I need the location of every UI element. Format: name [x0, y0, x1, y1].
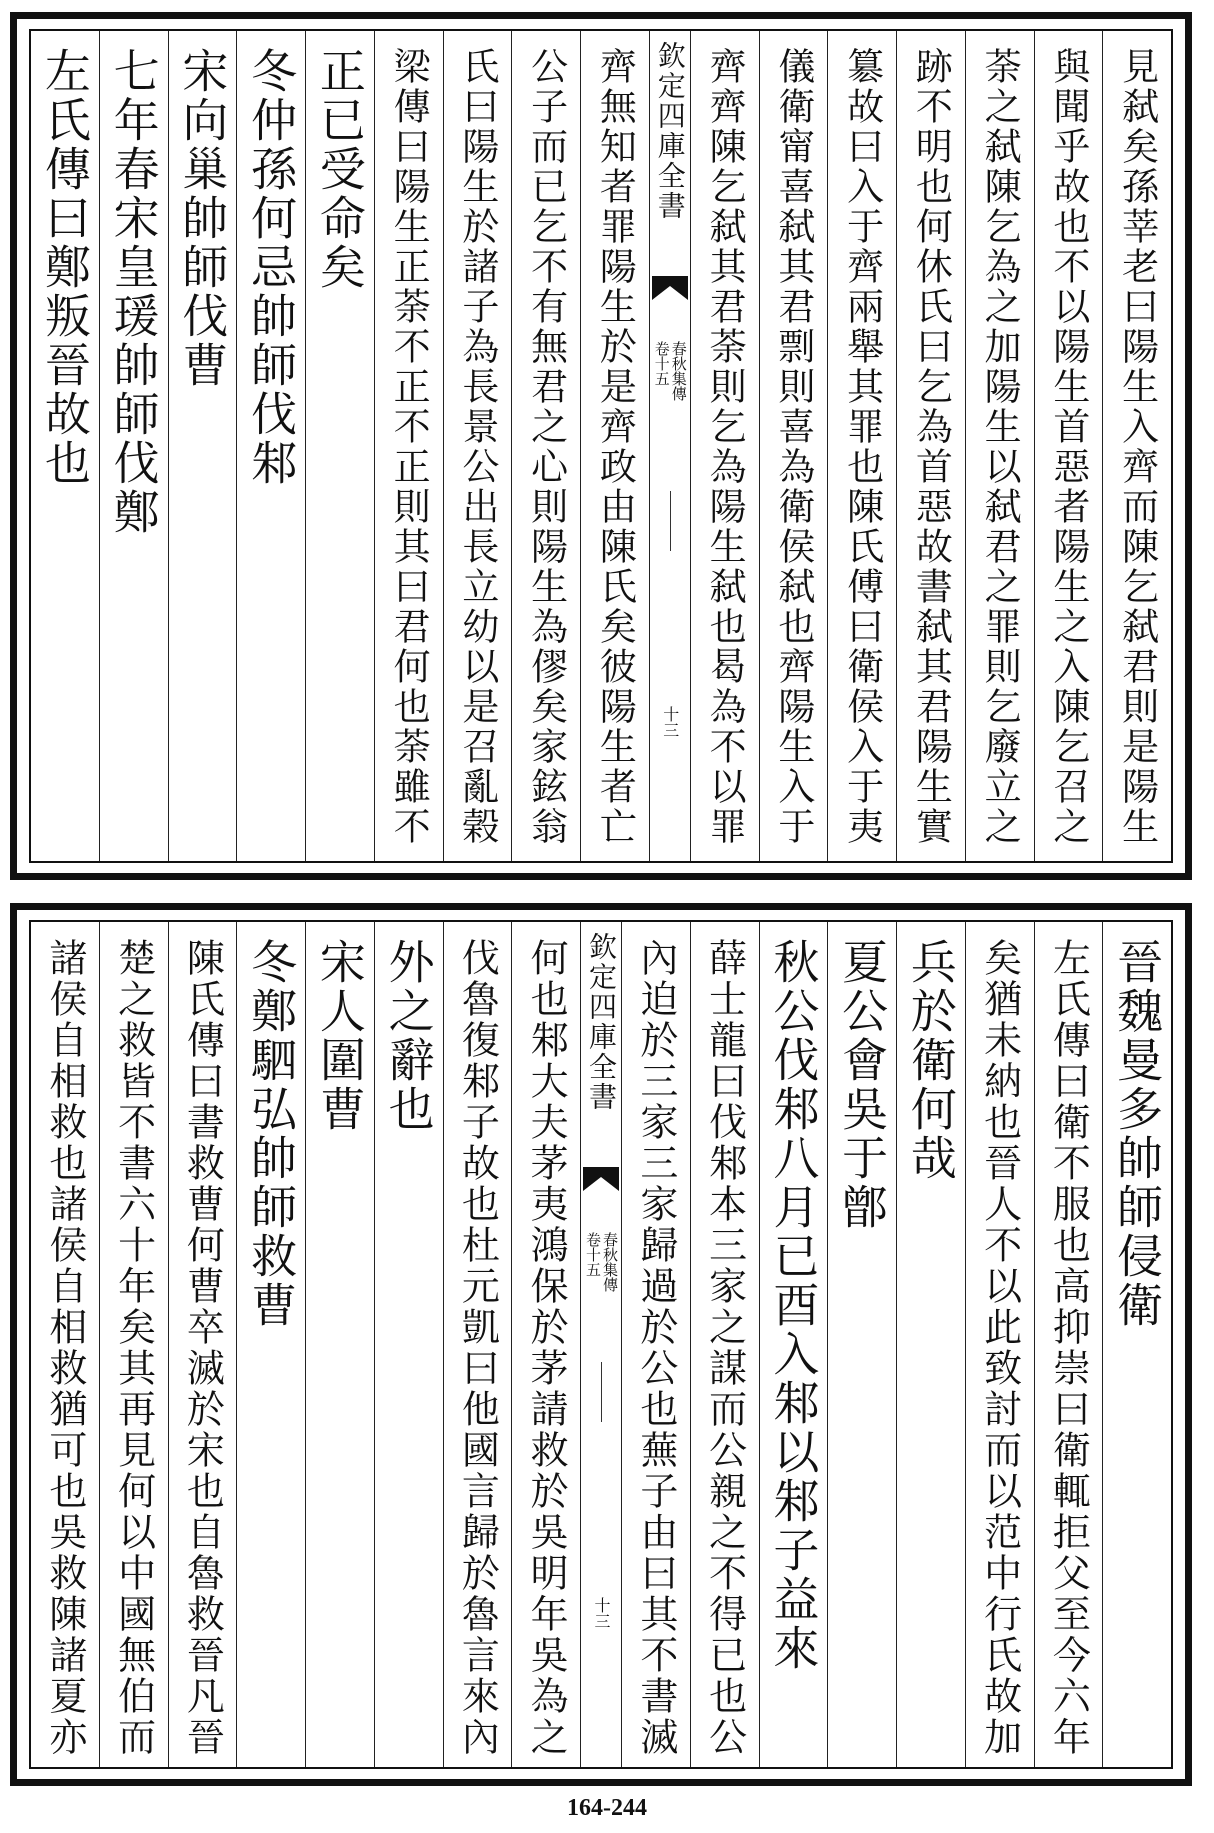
text-column	[1102, 31, 1171, 861]
fold-leaf-number: 十三	[660, 706, 680, 738]
fold-volume-number: 卷十五	[584, 1232, 602, 1277]
column-text: 儀衛甯喜弑其君剽則喜為衛侯弑也齊陽生入于	[771, 47, 815, 847]
column-text: 與聞乎故也不以陽生首惡者陽生之入陳乞召之	[1046, 47, 1090, 847]
text-column	[1102, 922, 1171, 1767]
text-column	[511, 922, 580, 1767]
center-fold	[580, 922, 621, 1767]
text-column	[31, 31, 99, 861]
column-text: 冬仲孫何忌帥師伐邾	[244, 47, 299, 488]
text-column	[827, 31, 896, 861]
column-text: 荼之弑陳乞為之加陽生以弑君之罪則乞廢立之	[978, 47, 1022, 847]
column-text: 梁傳曰陽生正荼不正不正則其曰君何也荼雖不	[387, 47, 431, 847]
text-column	[965, 31, 1034, 861]
column-text: 見弑矣孫莘老曰陽生入齊而陳乞弑君則是陽生	[1115, 47, 1159, 847]
column-text: 左氏傳曰鄭叛晉故也	[37, 47, 92, 488]
fishtail-mark-icon	[652, 276, 688, 300]
fold-title: 欽定四庫全書	[653, 41, 687, 221]
center-fold	[649, 31, 690, 861]
fold-leaf-number: 十三	[592, 1597, 611, 1629]
text-column	[580, 31, 649, 861]
text-column	[690, 922, 759, 1767]
fold-volume	[585, 1232, 617, 1292]
column-text: 矣猶未納也晉人不以此致討而以范中行氏故加	[977, 938, 1022, 1758]
fold-volume	[654, 341, 686, 401]
column-text: 兵於衛何哉	[903, 938, 958, 1183]
text-column	[511, 31, 580, 861]
column-text: 何也邾大夫茅夷鴻保於茅請救於吳明年吳為之	[524, 938, 569, 1758]
text-column	[1034, 31, 1103, 861]
leaf-bottom	[10, 903, 1192, 1786]
column-text: 七年春宋皇瑗帥師伐鄭	[106, 47, 161, 537]
column-text: 宋向巢帥師伐曹	[175, 47, 230, 390]
text-column	[759, 31, 828, 861]
text-column	[374, 31, 443, 861]
page-number: 164-244	[567, 1795, 647, 1821]
fold-book-title: 春秋集傳	[669, 341, 688, 401]
column-text: 公子而已乞不有無君之心則陽生為僇矣家鉉翁	[524, 47, 568, 847]
text-column	[305, 31, 374, 861]
text-column	[168, 31, 237, 861]
column-text: 伐魯復邾子故也杜元凱曰他國言歸於魯言來內	[455, 938, 500, 1758]
column-text: 秋公伐邾八月已酉入邾以邾子益來	[766, 938, 821, 1673]
text-column	[896, 31, 965, 861]
text-column	[759, 922, 828, 1767]
column-text: 內迫於三家三家歸過於公也蕪子由曰其不書滅	[633, 938, 678, 1758]
column-text: 簒故曰入于齊兩舉其罪也陳氏傅曰衛侯入于夷	[840, 47, 884, 847]
text-column	[99, 922, 168, 1767]
fishtail-mark-icon	[583, 1167, 619, 1191]
text-column	[965, 922, 1034, 1767]
column-text: 夏公會吳于鄫	[835, 938, 890, 1232]
text-column	[1034, 922, 1103, 1767]
text-column	[443, 922, 512, 1767]
fold-volume-number: 卷十五	[652, 341, 671, 386]
column-text: 齊齊陳乞弑其君荼則乞為陽生弑也曷為不以罪	[703, 47, 747, 847]
leaf-top	[10, 12, 1192, 880]
text-column	[621, 922, 690, 1767]
column-text: 晉魏曼多帥師侵衛	[1110, 938, 1165, 1330]
text-column	[31, 922, 99, 1767]
fold-title: 欽定四庫全書	[585, 932, 618, 1112]
column-text: 諸侯自相救也諸侯自相救猶可也吳救陳諸夏亦	[42, 938, 87, 1758]
column-text: 冬鄭駟弘帥師救曹	[244, 938, 299, 1330]
column-text: 宋人圍曹	[312, 938, 367, 1134]
column-text: 齊無知者罪陽生於是齊政由陳氏矣彼陽生者亡	[593, 47, 637, 847]
text-column	[168, 922, 237, 1767]
text-column	[236, 922, 305, 1767]
text-frame	[29, 920, 1173, 1769]
text-column	[690, 31, 759, 861]
column-text: 楚之救皆不書六十年矣其再見何以中國無伯而	[111, 938, 156, 1758]
text-column	[896, 922, 965, 1767]
text-column	[443, 31, 512, 861]
column-text: 左氏傳曰衛不服也高抑崇曰衛輒拒父至今六年	[1046, 938, 1091, 1758]
column-text: 薛士龍曰伐邾本三家之謀而公親之不得已也公	[702, 938, 747, 1758]
text-column	[827, 922, 896, 1767]
text-column	[305, 922, 374, 1767]
column-text: 正已受命矣	[312, 47, 367, 292]
text-column	[99, 31, 168, 861]
column-text: 氏曰陽生於諸子為長景公出長立幼以是召亂榖	[455, 47, 499, 847]
fold-rule	[670, 491, 671, 551]
column-text: 陳氏傳曰書救曹何曹卒滅於宋也自魯救晉凡晉	[180, 938, 225, 1758]
text-column	[236, 31, 305, 861]
column-text: 外之辭也	[381, 938, 436, 1134]
fold-book-title: 春秋集傳	[601, 1232, 619, 1292]
column-text: 跡不明也何休氏曰乞為首惡故書弑其君陽生實	[909, 47, 953, 847]
text-column	[374, 922, 443, 1767]
text-frame	[29, 29, 1173, 863]
fold-rule	[601, 1362, 602, 1422]
